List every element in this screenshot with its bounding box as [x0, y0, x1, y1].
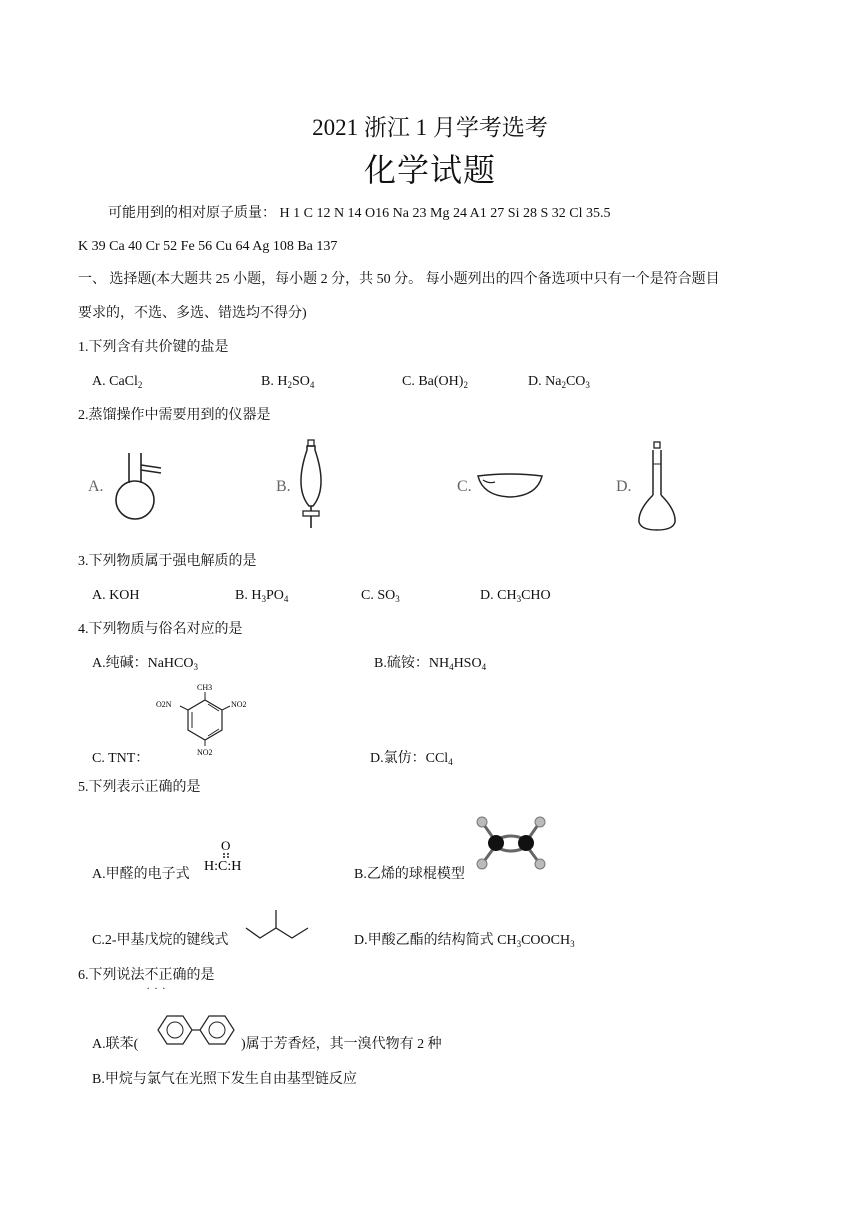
q4-option-d: D.氯仿：CCl$_4$: [370, 751, 453, 767]
ethylene-ball-stick-icon: [468, 812, 558, 877]
q6-option-a-prefix: A.联苯(: [92, 1037, 139, 1052]
q3-option-c: C. $SO_3$: [361, 588, 400, 604]
biphenyl-structure-icon: [150, 1010, 240, 1050]
volumetric-flask-icon: [635, 440, 685, 535]
tnt-right-label: NO2: [231, 700, 247, 709]
formaldehyde-o: O: [221, 838, 231, 853]
formaldehyde-row: H:C:H: [204, 859, 242, 874]
evaporating-dish-icon: [475, 470, 545, 500]
q3-stem: 3.下列物质属于强电解质的是: [78, 554, 257, 569]
q4-option-a: A.纯碱：NaHCO$_3$: [92, 656, 198, 672]
formaldehyde-electron-formula: [204, 838, 254, 878]
q2-label-d: D.: [616, 478, 632, 495]
q4-option-c: C. TNT：: [92, 751, 150, 766]
section-heading: 一、 选择题(本大题共 25 小题，每小题 2 分，共 50 分。 每小题列出的四个备选项中只有一个是符合题目: [78, 272, 720, 287]
q2-label-a: A.: [88, 478, 104, 495]
q4-option-b: B.硫铵：$NH_4HSO_4$: [374, 656, 487, 672]
tnt-structure-icon: [150, 680, 260, 760]
q1-stem: 1.下列含有共价键的盐是: [78, 340, 229, 355]
q1-option-c: C. $Ba(OH)_2$: [402, 374, 468, 390]
separatory-funnel-icon: [290, 438, 335, 533]
q3-option-d: D. $CH_3CHO$: [480, 588, 551, 604]
q2-label-c: C.: [457, 478, 472, 495]
q1-option-b: B. $H_2SO_4$: [261, 374, 315, 390]
subject-title: 化学试题: [363, 152, 496, 188]
q6-stem: 6.下列说法不正确 · · ·的是: [78, 967, 215, 985]
atomic-mass-line-1: 可能用到的相对原子质量： H 1 C 12 N 14 O16 Na 23 Mg 24 A1 27 Si 28 S 32 Cl 35.5: [108, 206, 611, 221]
tnt-ch3-label: CH3: [197, 683, 213, 692]
q2-label-b: B.: [276, 478, 291, 495]
exam-title: 2021 浙江 1 月学考选考: [312, 115, 548, 140]
q1-option-d: D. $Na_2CO_3$: [528, 374, 590, 390]
q5-stem: 5.下列表示正确的是: [78, 780, 201, 795]
q6-emphasis: 不正确 · · ·: [145, 968, 187, 983]
q1-option-a: A. CaCl$_2$: [92, 374, 143, 390]
q5-option-b: B.乙烯的球棍模型: [354, 867, 465, 882]
q6-option-b: B.甲烷与氯气在光照下发生自由基型链反应: [92, 1072, 357, 1087]
q5-option-a: A.甲醛的电子式: [92, 867, 190, 882]
methylpentane-skeletal-icon: [244, 908, 314, 943]
q5-option-d: D.甲酸乙酯的结构简式 $CH_3COOCH_3$: [354, 933, 575, 949]
q2-stem: 2.蒸馏操作中需要用到的仪器是: [78, 408, 271, 423]
q3-option-a: A. KOH: [92, 588, 140, 603]
q3-option-b: B. $H_3PO_4$: [235, 588, 289, 604]
tnt-left-label: O2N: [156, 700, 172, 709]
q4-stem: 4.下列物质与俗名对应的是: [78, 622, 243, 637]
tnt-bottom-label: NO2: [197, 748, 213, 757]
q6-option-a-suffix: )属于芳香烃，其一溴代物有 2 种: [241, 1037, 442, 1052]
section-heading-cont: 要求的，不选、多选、错选均不得分): [78, 306, 307, 321]
atomic-mass-line-2: K 39 Ca 40 Cr 52 Fe 56 Cu 64 Ag 108 Ba 137: [78, 239, 338, 254]
q5-option-c: C.2-甲基戊烷的键线式: [92, 933, 229, 948]
distillation-flask-icon: [105, 450, 165, 525]
